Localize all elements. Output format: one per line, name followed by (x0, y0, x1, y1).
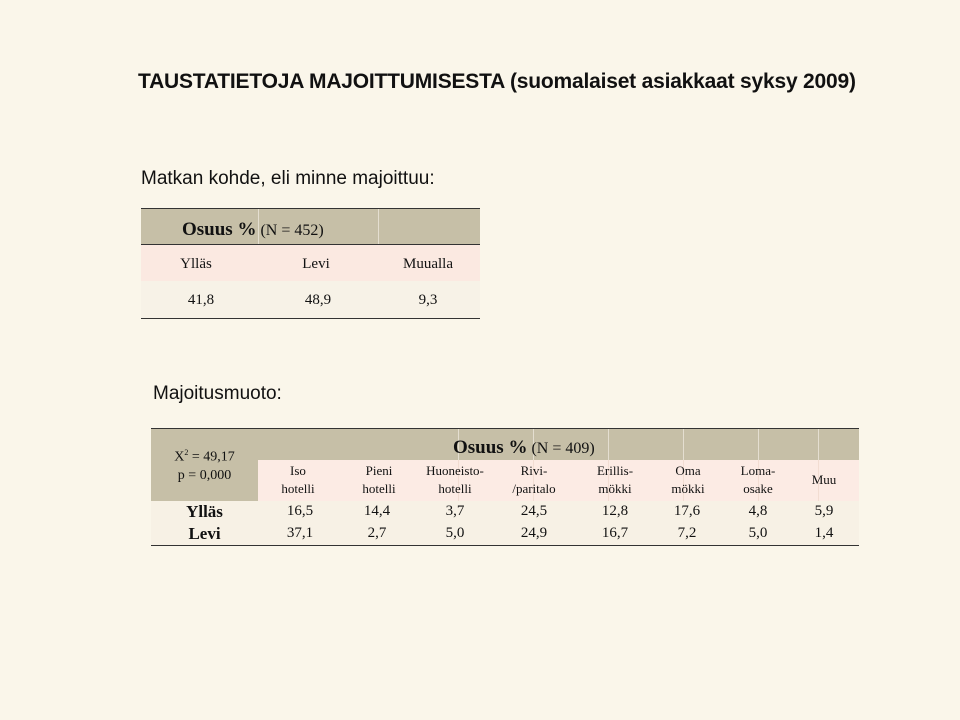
data-cell: 1,4 (814, 525, 834, 541)
data-cell: 4,8 (748, 503, 768, 519)
accommodation-header-bold: Osuus % (453, 437, 528, 458)
row-label: Levi (188, 524, 221, 543)
column-header: Erillis- mökki (596, 463, 634, 496)
destination-header-bold: Osuus % (182, 219, 257, 240)
p-value: p = 0,000 (177, 467, 232, 483)
location-cell: Ylläs (180, 256, 212, 272)
column-header: Rivi- /paritalo (512, 463, 556, 496)
data-cell: 17,6 (673, 503, 701, 519)
destination-location-row (141, 245, 480, 281)
accommodation-header-n: (N = 409) (531, 440, 595, 457)
column-header: Muu (811, 472, 837, 487)
row-label: Ylläs (186, 502, 223, 521)
data-cell: 24,9 (520, 525, 548, 541)
location-cell: Muualla (403, 256, 453, 272)
value-cell: 9,3 (418, 292, 438, 308)
accommodation-header-caption (453, 437, 595, 459)
column-header: Iso hotelli (281, 463, 315, 496)
destination-value-row (141, 281, 480, 319)
chi-square-stat: $X^2 = 49,17$ p = 0,000 (151, 444, 258, 485)
data-cell: 5,0 (445, 525, 465, 541)
destination-table-header (141, 208, 480, 245)
column-header: Pieni hotelli (362, 463, 396, 496)
table-row (151, 523, 859, 545)
page-title: TAUSTATIETOJA MAJOITTUMISESTA (suomalaiset asiakkaat syksy 2009) (138, 70, 856, 93)
column-header: Oma mökki (671, 463, 705, 496)
destination-header-caption (182, 219, 324, 241)
data-cell: 3,7 (445, 503, 465, 519)
value-cell: 48,9 (304, 292, 332, 308)
accommodation-table-header (258, 428, 859, 461)
table-row (151, 501, 859, 523)
data-cell: 5,0 (748, 525, 768, 541)
location-cell: Levi (302, 256, 330, 272)
value-cell: 41,8 (187, 292, 215, 308)
destination-heading: Matkan kohde, eli minne majoittuu: (141, 168, 435, 189)
accommodation-heading: Majoitusmuoto: (153, 383, 282, 404)
destination-header-n: (N = 452) (260, 222, 324, 239)
data-cell: 14,4 (363, 503, 391, 519)
data-cell: 7,2 (677, 525, 697, 541)
data-cell: 5,9 (814, 503, 834, 519)
data-cell: 16,7 (601, 525, 629, 541)
column-header: Huoneisto- hotelli (426, 463, 484, 496)
accommodation-table (151, 428, 859, 546)
destination-table (141, 208, 480, 319)
column-header: Loma- osake (740, 463, 776, 496)
data-cell: 2,7 (367, 525, 387, 541)
data-cell: 37,1 (286, 525, 314, 541)
data-cell: 12,8 (601, 503, 629, 519)
table-bottom-rule (151, 545, 859, 546)
data-cell: 16,5 (286, 503, 314, 519)
data-cell: 24,5 (520, 503, 548, 519)
